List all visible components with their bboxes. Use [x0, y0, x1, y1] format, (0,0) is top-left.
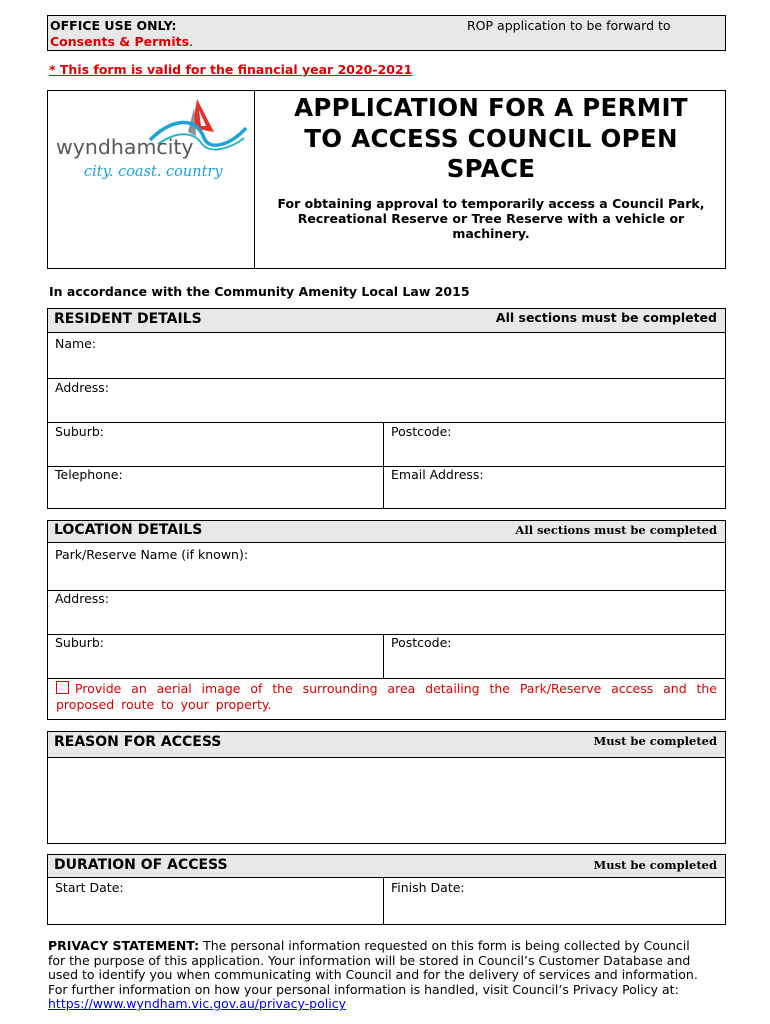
- form-subtitle: [255, 196, 727, 241]
- section-note: Must be completed: [593, 734, 717, 748]
- privacy-text: For further information on how your personal information is handled, visit Council’s Privacy Policy at:: [48, 981, 679, 997]
- telephone-email-row: [48, 466, 725, 509]
- office-dept-dot: .: [189, 34, 194, 49]
- address-label: Address:: [55, 380, 109, 395]
- privacy-text: The personal information requested on this form is being collected by Council: [199, 938, 690, 953]
- logo-tagline: city. coast. country: [84, 164, 223, 180]
- form-title-line: TO ACCESS COUNCIL OPEN: [304, 123, 678, 153]
- section-note: All sections must be completed: [495, 310, 717, 325]
- reason-header: [48, 732, 725, 758]
- duration-of-access-section: [47, 854, 726, 925]
- park-name-field[interactable]: [48, 542, 725, 591]
- validity-note: * This form is valid for the financial year 2020-2021: [49, 62, 413, 77]
- privacy-heading: PRIVACY STATEMENT:: [48, 938, 200, 953]
- local-law-note: In accordance with the Community Amenity Local Law 2015: [49, 284, 470, 299]
- privacy-statement: [48, 939, 728, 1012]
- address-field[interactable]: [48, 378, 725, 423]
- location-details-section: [47, 520, 726, 720]
- privacy-text: used to identify you when communicating with Council and for the delivery of services and information.: [48, 967, 698, 983]
- form-title: [255, 93, 727, 185]
- telephone-label: Telephone:: [55, 467, 123, 482]
- location-address-field[interactable]: [48, 590, 725, 635]
- form-header: [47, 90, 726, 269]
- reason-text-area[interactable]: [48, 757, 725, 843]
- aerial-image-text: Provide an aerial image of the surrounding area detailing the Park/Reserve access and the proposed route to your property.: [56, 681, 717, 712]
- finish-date-field[interactable]: [383, 877, 725, 924]
- section-title: DURATION OF ACCESS: [54, 857, 228, 873]
- aerial-image-instruction: [56, 681, 717, 713]
- finish-date-label: Finish Date:: [391, 880, 465, 895]
- section-title: LOCATION DETAILS: [54, 522, 203, 538]
- location-suburb-label: Suburb:: [55, 635, 104, 650]
- resident-details-section: [47, 308, 726, 509]
- aerial-image-checkbox[interactable]: [56, 681, 69, 694]
- section-title: REASON FOR ACCESS: [54, 734, 222, 750]
- privacy-policy-link[interactable]: https://www.wyndham.vic.gov.au/privacy-policy: [48, 996, 346, 1012]
- aerial-image-row: [48, 678, 725, 720]
- start-date-label: Start Date:: [55, 880, 124, 895]
- duration-header: [48, 855, 725, 878]
- start-date-field[interactable]: [48, 877, 383, 924]
- section-title: RESIDENT DETAILS: [54, 311, 202, 327]
- office-dept: [50, 34, 193, 49]
- section-note: All sections must be completed: [515, 523, 717, 537]
- office-dept-text: Consents & Permits: [50, 34, 190, 49]
- location-postcode-field[interactable]: [383, 634, 725, 678]
- rop-forward-text: ROP application to be forward to: [467, 18, 671, 33]
- privacy-text: for the purpose of this application. Your information will be stored in Council’s Customer Database and: [48, 952, 691, 968]
- suburb-label: Suburb:: [55, 424, 104, 439]
- park-name-label: Park/Reserve Name (if known):: [55, 547, 249, 562]
- postcode-field[interactable]: [383, 422, 725, 466]
- office-use-label: OFFICE USE ONLY:: [50, 18, 177, 33]
- location-suburb-postcode-row: [48, 634, 725, 679]
- form-title-line: APPLICATION FOR A PERMIT: [294, 93, 688, 122]
- postcode-label: Postcode:: [391, 424, 452, 439]
- suburb-postcode-row: [48, 422, 725, 467]
- form-subtitle-line: machinery.: [452, 226, 530, 241]
- name-field[interactable]: [48, 333, 725, 379]
- location-postcode-label: Postcode:: [391, 635, 452, 650]
- form-title-line: SPACE: [446, 154, 536, 183]
- name-label: Name:: [55, 336, 97, 351]
- suburb-field[interactable]: [48, 422, 383, 466]
- resident-details-header: [48, 309, 725, 333]
- wyndham-logo: [54, 96, 250, 186]
- form-subtitle-line: Recreational Reserve or Tree Reserve with a vehicle or: [297, 211, 685, 226]
- telephone-field[interactable]: [48, 466, 383, 509]
- section-note: Must be completed: [593, 858, 717, 872]
- logo-wordmark: wyndhamcity: [56, 135, 194, 159]
- location-suburb-field[interactable]: [48, 634, 383, 678]
- location-details-header: [48, 521, 725, 543]
- location-address-label: Address:: [55, 591, 109, 606]
- office-use-box: [47, 15, 726, 51]
- form-subtitle-line: For obtaining approval to temporarily access a Council Park,: [277, 196, 705, 211]
- email-label: Email Address:: [391, 467, 484, 482]
- reason-for-access-section: [47, 731, 726, 844]
- dates-row: [48, 877, 725, 924]
- email-field[interactable]: [383, 466, 725, 509]
